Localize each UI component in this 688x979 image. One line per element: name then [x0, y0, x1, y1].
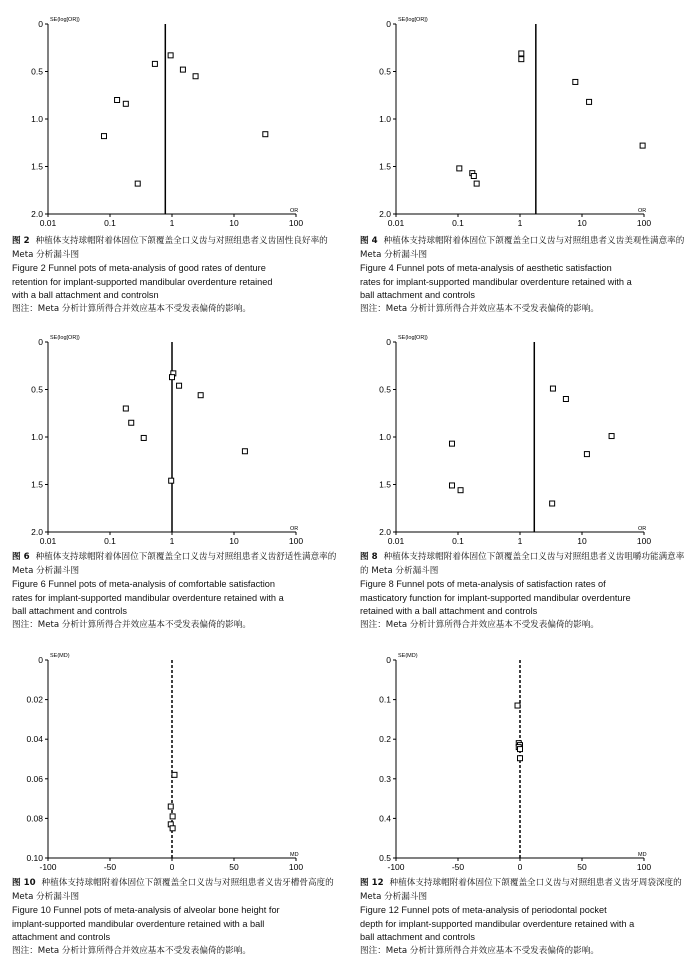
caption-zh-title: 种植体支持球帽附着体固位下颌覆盖全口义齿与对照组患者义齿牙槽骨高度的 Meta 分析漏斗图 [12, 878, 334, 902]
x-axis-label: OR [638, 526, 647, 532]
y-tick-label: 0 [386, 19, 391, 29]
x-tick-label: 100 [288, 536, 304, 546]
caption-en-line2: retention for implant-supported mandibular overdenture retained [12, 276, 273, 287]
funnel-plot-svg [0, 640, 340, 876]
data-point [129, 420, 134, 425]
y-tick-label: 0 [38, 337, 43, 347]
y-tick-label: 0.5 [379, 853, 391, 863]
y-tick-label: 0 [38, 655, 43, 665]
caption-en-line2: masticatory function for implant-supported mandibular overdenture [360, 592, 631, 603]
data-point [135, 181, 140, 186]
x-tick-label: 0.1 [104, 536, 116, 546]
y-tick-label: 0 [386, 337, 391, 347]
caption-fig4 [360, 235, 686, 316]
data-point [550, 501, 555, 506]
y-tick-label: 0.06 [26, 773, 43, 784]
caption-note: 图注：Meta 分析计算所得合并效应基本不受发表偏倚的影响。 [12, 619, 251, 630]
caption-en-line2: implant-supported mandibular overdenture retained with a ball [12, 918, 265, 929]
x-tick-label: 0.1 [452, 536, 464, 546]
y-tick-label: 2.0 [31, 209, 43, 219]
y-tick-label: 1.0 [31, 114, 43, 124]
caption-zh-number: 图 10 [12, 878, 36, 888]
x-tick-label: 0.1 [104, 218, 116, 228]
y-axis-label: SE(log[OR]) [50, 335, 80, 341]
x-tick-label: 0 [517, 862, 523, 872]
x-tick-label: 50 [229, 862, 239, 872]
funnel-plot-svg [348, 4, 688, 232]
funnel-plot-svg [0, 322, 340, 550]
x-tick-label: 1 [517, 218, 523, 228]
data-point [115, 98, 120, 103]
y-tick-label: 0.5 [379, 384, 391, 395]
data-point [640, 143, 645, 148]
x-tick-label: 1 [169, 218, 175, 228]
caption-note: 图注：Meta 分析计算所得合并效应基本不受发表偏倚的影响。 [360, 619, 599, 630]
y-tick-label: 1.5 [31, 161, 43, 172]
data-point [563, 397, 568, 402]
data-point [180, 67, 185, 72]
caption-en-line1: Figure 6 Funnel pots of meta-analysis of comfortable satisfaction [12, 579, 275, 589]
x-tick-label: 100 [288, 862, 304, 872]
y-tick-label: 2.0 [31, 527, 43, 537]
y-tick-label: 2.0 [379, 527, 391, 537]
data-point [458, 488, 463, 493]
x-tick-label: 0.1 [452, 218, 464, 228]
y-axis-label: SE(log[OR]) [398, 17, 428, 23]
funnel-plot-fig10 [0, 640, 340, 876]
y-tick-label: 1.0 [31, 432, 43, 442]
data-point [449, 483, 454, 488]
data-point [519, 57, 524, 62]
caption-fig10 [12, 877, 338, 958]
y-tick-label: 0.3 [379, 773, 391, 784]
y-axis-label: SE(MD) [50, 653, 70, 659]
caption-en-line3: ball attachment and controls [360, 290, 475, 300]
y-tick-label: 0 [386, 655, 391, 665]
x-tick-label: -100 [387, 862, 405, 872]
caption-fig12 [360, 877, 686, 958]
x-tick-label: 0.01 [39, 536, 57, 546]
x-tick-label: 10 [229, 536, 239, 546]
x-tick-label: 10 [229, 218, 239, 228]
caption-fig8 [360, 551, 686, 632]
data-point [519, 51, 524, 56]
y-tick-label: 0.5 [31, 66, 43, 77]
y-tick-label: 1.5 [379, 479, 391, 490]
data-point [471, 174, 476, 179]
data-point [573, 79, 578, 84]
x-tick-label: 0.01 [39, 218, 57, 228]
caption-fig6 [12, 551, 338, 632]
data-point [168, 53, 173, 58]
data-point [123, 406, 128, 411]
caption-en-line3: ball attachment and controls [360, 932, 475, 942]
data-point [518, 747, 523, 752]
y-tick-label: 1.0 [379, 114, 391, 124]
caption-en-line1: Figure 4 Funnel pots of meta-analysis of aesthetic satisfaction [360, 263, 612, 273]
data-point [123, 101, 128, 106]
data-point [518, 756, 523, 761]
caption-note: 图注：Meta 分析计算所得合并效应基本不受发表偏倚的影响。 [360, 303, 599, 314]
caption-zh-number: 图 6 [12, 552, 30, 562]
x-axis-label: OR [638, 208, 647, 214]
data-point [550, 386, 555, 391]
caption-en-line3: attachment and controls [12, 932, 111, 942]
caption-note: 图注：Meta 分析计算所得合并效应基本不受发表偏倚的影响。 [12, 303, 251, 314]
data-point [193, 74, 198, 79]
x-tick-label: -100 [39, 862, 57, 872]
caption-en-line2: rates for implant-supported mandibular overdenture retained with a [360, 276, 632, 287]
x-tick-label: 0.01 [387, 218, 405, 228]
x-axis-label: OR [290, 208, 299, 214]
caption-zh-title: 种植体支持球帽附着体固位下颌覆盖全口义齿与对照组患者义齿固性良好率的 Meta 分析漏斗图 [12, 236, 328, 260]
funnel-plot-svg [348, 640, 688, 876]
data-point [172, 772, 177, 777]
y-axis-label: SE(log[OR]) [398, 335, 428, 341]
y-axis-label: SE(log[OR]) [50, 17, 80, 23]
data-point [515, 703, 520, 708]
caption-en-line3: with a ball attachment and controlsn [12, 290, 159, 300]
x-tick-label: 1 [169, 536, 175, 546]
y-tick-label: 0.1 [379, 694, 391, 705]
data-point [152, 61, 157, 66]
data-point [170, 375, 175, 380]
caption-en-line2: depth for implant-supported mandibular overdenture retained with a [360, 918, 635, 929]
x-tick-label: 1 [517, 536, 523, 546]
data-point [242, 449, 247, 454]
data-point [101, 134, 106, 139]
caption-zh-title: 种植体支持球帽附着体固位下颌覆盖全口义齿与对照组患者义齿牙周袋深度的 Meta 分析漏斗图 [360, 878, 682, 902]
data-point [170, 814, 175, 819]
y-tick-label: 0.5 [31, 384, 43, 395]
caption-en-line1: Figure 2 Funnel pots of meta-analysis of good rates of denture [12, 263, 266, 273]
x-axis-label: MD [290, 852, 299, 858]
y-tick-label: 1.5 [379, 161, 391, 172]
x-tick-label: -50 [103, 862, 117, 872]
y-tick-label: 0 [38, 19, 43, 29]
caption-en-line3: retained with a ball attachment and controls [360, 606, 538, 616]
y-tick-label: 0.4 [379, 813, 391, 824]
x-axis-label: MD [638, 852, 647, 858]
funnel-plot-fig12 [348, 640, 688, 876]
caption-zh-title: 种植体支持球帽附着体固位下颌覆盖全口义齿与对照组患者义齿咀嚼功能满意率的 Meta 分析漏斗图 [360, 552, 685, 576]
caption-zh-number: 图 8 [360, 552, 378, 562]
funnel-plot-fig8 [348, 322, 688, 550]
y-tick-label: 0.02 [26, 694, 43, 705]
x-tick-label: -50 [451, 862, 465, 872]
caption-zh-number: 图 2 [12, 236, 30, 246]
y-tick-label: 2.0 [379, 209, 391, 219]
caption-en-line1: Figure 10 Funnel pots of meta-analysis of alveolar bone height for [12, 905, 280, 915]
data-point [449, 441, 454, 446]
funnel-plot-fig6 [0, 322, 340, 550]
x-tick-label: 10 [577, 536, 587, 546]
caption-note: 图注：Meta 分析计算所得合并效应基本不受发表偏倚的影响。 [360, 945, 599, 956]
data-point [169, 478, 174, 483]
y-tick-label: 1.0 [379, 432, 391, 442]
y-axis-label: SE(MD) [398, 653, 418, 659]
y-tick-label: 0.5 [379, 66, 391, 77]
x-axis-label: OR [290, 526, 299, 532]
y-tick-label: 0.2 [379, 734, 391, 745]
data-point [198, 393, 203, 398]
data-point [141, 435, 146, 440]
data-point [609, 434, 614, 439]
data-point [457, 166, 462, 171]
x-tick-label: 50 [577, 862, 587, 872]
funnel-plot-svg [348, 322, 688, 550]
y-tick-label: 0.10 [26, 853, 43, 863]
caption-en-line1: Figure 8 Funnel pots of meta-analysis of satisfaction rates of [360, 579, 606, 589]
caption-zh-number: 图 12 [360, 878, 384, 888]
data-point [168, 804, 173, 809]
caption-en-line2: rates for implant-supported mandibular overdenture retained with a [12, 592, 284, 603]
x-tick-label: 100 [636, 862, 652, 872]
data-point [263, 132, 268, 137]
caption-en-line1: Figure 12 Funnel pots of meta-analysis of periodontal pocket [360, 905, 607, 915]
data-point [170, 826, 175, 831]
x-tick-label: 10 [577, 218, 587, 228]
x-tick-label: 100 [636, 536, 652, 546]
x-tick-label: 100 [288, 218, 304, 228]
y-tick-label: 0.08 [26, 813, 43, 824]
caption-note: 图注：Meta 分析计算所得合并效应基本不受发表偏倚的影响。 [12, 945, 251, 956]
caption-zh-number: 图 4 [360, 236, 378, 246]
x-tick-label: 100 [636, 218, 652, 228]
x-tick-label: 0.01 [387, 536, 405, 546]
y-tick-label: 1.5 [31, 479, 43, 490]
data-point [474, 181, 479, 186]
funnel-plot-fig2 [0, 4, 340, 232]
caption-fig2 [12, 235, 338, 316]
caption-zh-title: 种植体支持球帽附着体固位下颌覆盖全口义齿与对照组患者义齿美观性满意率的 Meta 分析漏斗图 [360, 236, 685, 260]
caption-zh-title: 种植体支持球帽附着体固位下颌覆盖全口义齿与对照组患者义齿舒适性满意率的 Meta 分析漏斗图 [12, 552, 337, 576]
funnel-plot-svg [0, 4, 340, 232]
x-tick-label: 0 [169, 862, 175, 872]
y-tick-label: 0.04 [26, 734, 43, 745]
data-point [177, 383, 182, 388]
caption-en-line3: ball attachment and controls [12, 606, 127, 616]
data-point [587, 99, 592, 104]
funnel-plot-fig4 [348, 4, 688, 232]
data-point [584, 452, 589, 457]
